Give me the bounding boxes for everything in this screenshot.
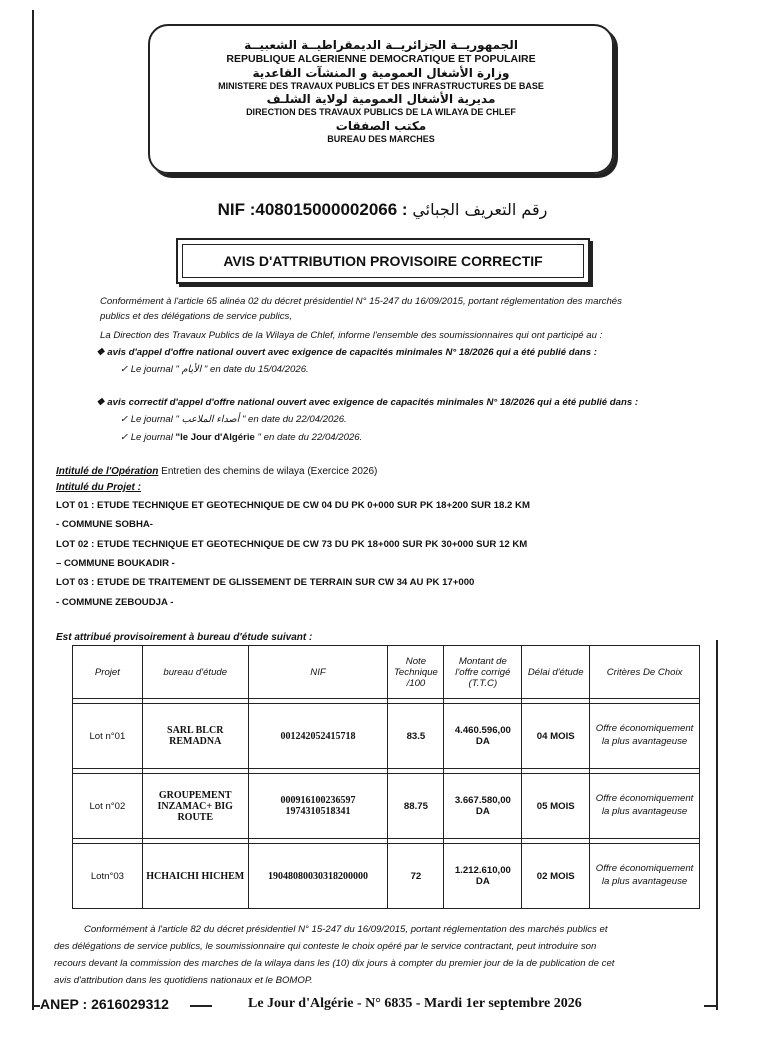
col-delai: Délai d'étude (522, 646, 590, 699)
intro-p1b: publics et des délégations de service publics, (100, 311, 292, 322)
operation-line (56, 466, 377, 477)
header-fr-direction: DIRECTION DES TRAVAUX PUBLICS DE LA WILAYA DE CHLEF (246, 107, 516, 118)
cell-note: 83.5 (388, 704, 444, 769)
col-critere: Critères De Choix (590, 646, 700, 699)
cell-projet: Lot n°01 (73, 704, 143, 769)
lot-1-title: LOT 01 : ETUDE TECHNIQUE ET GEOTECHNIQUE DE CW 04 DU PK 0+000 SUR PK 18+200 SUR 18.2 KM (56, 500, 530, 511)
lot-3-commune: - COMMUNE ZEBOUDJA - (56, 597, 174, 608)
cell-delai: 05 MOIS (522, 774, 590, 839)
cell-critere: Offre économiquement la plus avantageuse (590, 774, 700, 839)
cell-nif: 001242052415718 (248, 704, 388, 769)
bullet-1: ❖ avis d'appel d'offre national ouvert avec exigence de capacités minimales N° 18/2026 qui a été publié dans : (96, 347, 597, 358)
closing-l1: Conformément à l'article 82 du décret présidentiel N° 15-247 du 16/09/2015, portant réglementation des marchés publics et (84, 924, 608, 935)
checkmark-icon: ✓ (120, 364, 129, 375)
table-row (73, 844, 700, 909)
closing-l2: des délégations de service publics, le soumissionnaire qui conteste le choix opéré par le service contractant, peut introduire son (54, 941, 597, 952)
footer-rule-mid (190, 1005, 212, 1007)
lot-3-title: LOT 03 : ETUDE DE TRAITEMENT DE GLISSEMENT DE TERRAIN SUR CW 34 AU PK 17+000 (56, 577, 475, 588)
nif-line (0, 200, 765, 220)
footer-rule-left (32, 1005, 40, 1007)
header-ar-direction: مديرية الأشغال العمومية لولاية الشلـف (266, 92, 496, 107)
bullet-1-item-1: ✓ Le journal " الأيام " en date du 15/04/2026. (120, 364, 309, 375)
footer (0, 996, 765, 1016)
operation-label: Intitulé de l'Opération (56, 466, 159, 477)
diamond-bullet-icon: ❖ (96, 397, 105, 408)
header-ar-bureau: مكتب الصفقات (335, 118, 427, 133)
frame-right-line (716, 640, 718, 1010)
nif-value: NIF :408015000002066 : (217, 200, 408, 219)
frame-left-line (32, 10, 34, 1010)
col-projet: Projet (73, 646, 143, 699)
cell-note: 88.75 (388, 774, 444, 839)
cell-bureau: SARL BLCR REMADNA (142, 704, 248, 769)
cell-delai: 04 MOIS (522, 704, 590, 769)
table-row (73, 704, 700, 769)
page-title: AVIS D'ATTRIBUTION PROVISOIRE CORRECTIF (182, 244, 584, 278)
attribution-table (72, 645, 700, 909)
letterhead (148, 24, 614, 174)
checkmark-icon: ✓ (120, 414, 129, 425)
header-fr-republic: REPUBLIQUE ALGERIENNE DEMOCRATIQUE ET POPULAIRE (226, 53, 536, 65)
cell-bureau: GROUPEMENT INZAMAC+ BIG ROUTE (142, 774, 248, 839)
closing-l3: recours devant la commission des marches de la wilaya dans les (10) dix jours à compter du premier jour de la de publication de cet (54, 958, 615, 969)
projet-label: Intitulé du Projet : (56, 482, 141, 493)
bullet-2: ❖ avis correctif d'appel d'offre national ouvert avec exigence de capacités minimales N° 18/2026 qui a été publié dans : (96, 397, 639, 408)
intro-p2: La Direction des Travaux Publics de la Wilaya de Chlef, informe l'ensemble des soumissionnaires qui ont participé au : (100, 330, 603, 341)
footer-rule-right (704, 1005, 717, 1007)
bullet-2-item-2: ✓ Le journal "le Jour d'Algérie " en date du 22/04/2026. (120, 432, 363, 443)
checkmark-icon: ✓ (120, 432, 129, 443)
header-ar-republic: الجمهوريــة الجزائريــة الديمقراطيــة الشعبيــة (244, 38, 518, 52)
nif-ar-label: رقم التعريف الجبائي (412, 200, 548, 219)
attribution-label: Est attribué provisoirement à bureau d'étude suivant : (56, 632, 313, 643)
lot-2-title: LOT 02 : ETUDE TECHNIQUE ET GEOTECHNIQUE DE CW 73 DU PK 18+000 SUR PK 30+000 SUR 12 KM (56, 539, 528, 550)
table-header-row (73, 646, 700, 699)
cell-nif: 000916100236597 1974310518341 (248, 774, 388, 839)
col-montant: Montant de l'offre corrigé (T.T.C) (444, 646, 522, 699)
header-fr-ministry: MINISTERE DES TRAVAUX PUBLICS ET DES INFRASTRUCTURES DE BASE (218, 81, 544, 92)
intro-p1a: Conformément à l'article 65 alinéa 02 du décret présidentiel N° 15-247 du 16/09/2015, portant réglementation des marchés (100, 296, 622, 307)
cell-montant: 4.460.596,00 DA (444, 704, 522, 769)
header-ar-ministry: وزارة الأشغال العمومية و المنشآت القاعدية (252, 66, 510, 81)
journal-reference: Le Jour d'Algérie - N° 6835 - Mardi 1er septembre 2026 (248, 996, 582, 1011)
cell-projet: Lotn°03 (73, 844, 143, 909)
cell-critere: Offre économiquement la plus avantageuse (590, 844, 700, 909)
title-frame (176, 238, 590, 284)
lot-2-commune: – COMMUNE BOUKADIR - (56, 558, 175, 569)
col-nif: NIF (248, 646, 388, 699)
anep-reference: ANEP : 2616029312 (40, 996, 169, 1012)
table-row (73, 774, 700, 839)
operation-value: Entretien des chemins de wilaya (Exercice 2026) (158, 466, 378, 477)
header-fr-bureau: BUREAU DES MARCHES (327, 133, 435, 144)
diamond-bullet-icon: ❖ (96, 347, 105, 358)
cell-bureau: HCHAICHI HICHEM (142, 844, 248, 909)
cell-montant: 3.667.580,00 DA (444, 774, 522, 839)
cell-projet: Lot n°02 (73, 774, 143, 839)
cell-montant: 1.212.610,00 DA (444, 844, 522, 909)
col-note: Note Technique /100 (388, 646, 444, 699)
col-bureau: bureau d'étude (142, 646, 248, 699)
closing-l4: avis d'attribution dans les quotidiens nationaux et le BOMOP. (54, 975, 313, 986)
lot-1-commune: - COMMUNE SOBHA- (56, 519, 153, 530)
cell-critere: Offre économiquement la plus avantageuse (590, 704, 700, 769)
bullet-2-item-1: ✓ Le journal " أصداء الملاعب " en date du 22/04/2026. (120, 414, 347, 425)
cell-delai: 02 MOIS (522, 844, 590, 909)
cell-note: 72 (388, 844, 444, 909)
cell-nif: 19048080030318200000 (248, 844, 388, 909)
